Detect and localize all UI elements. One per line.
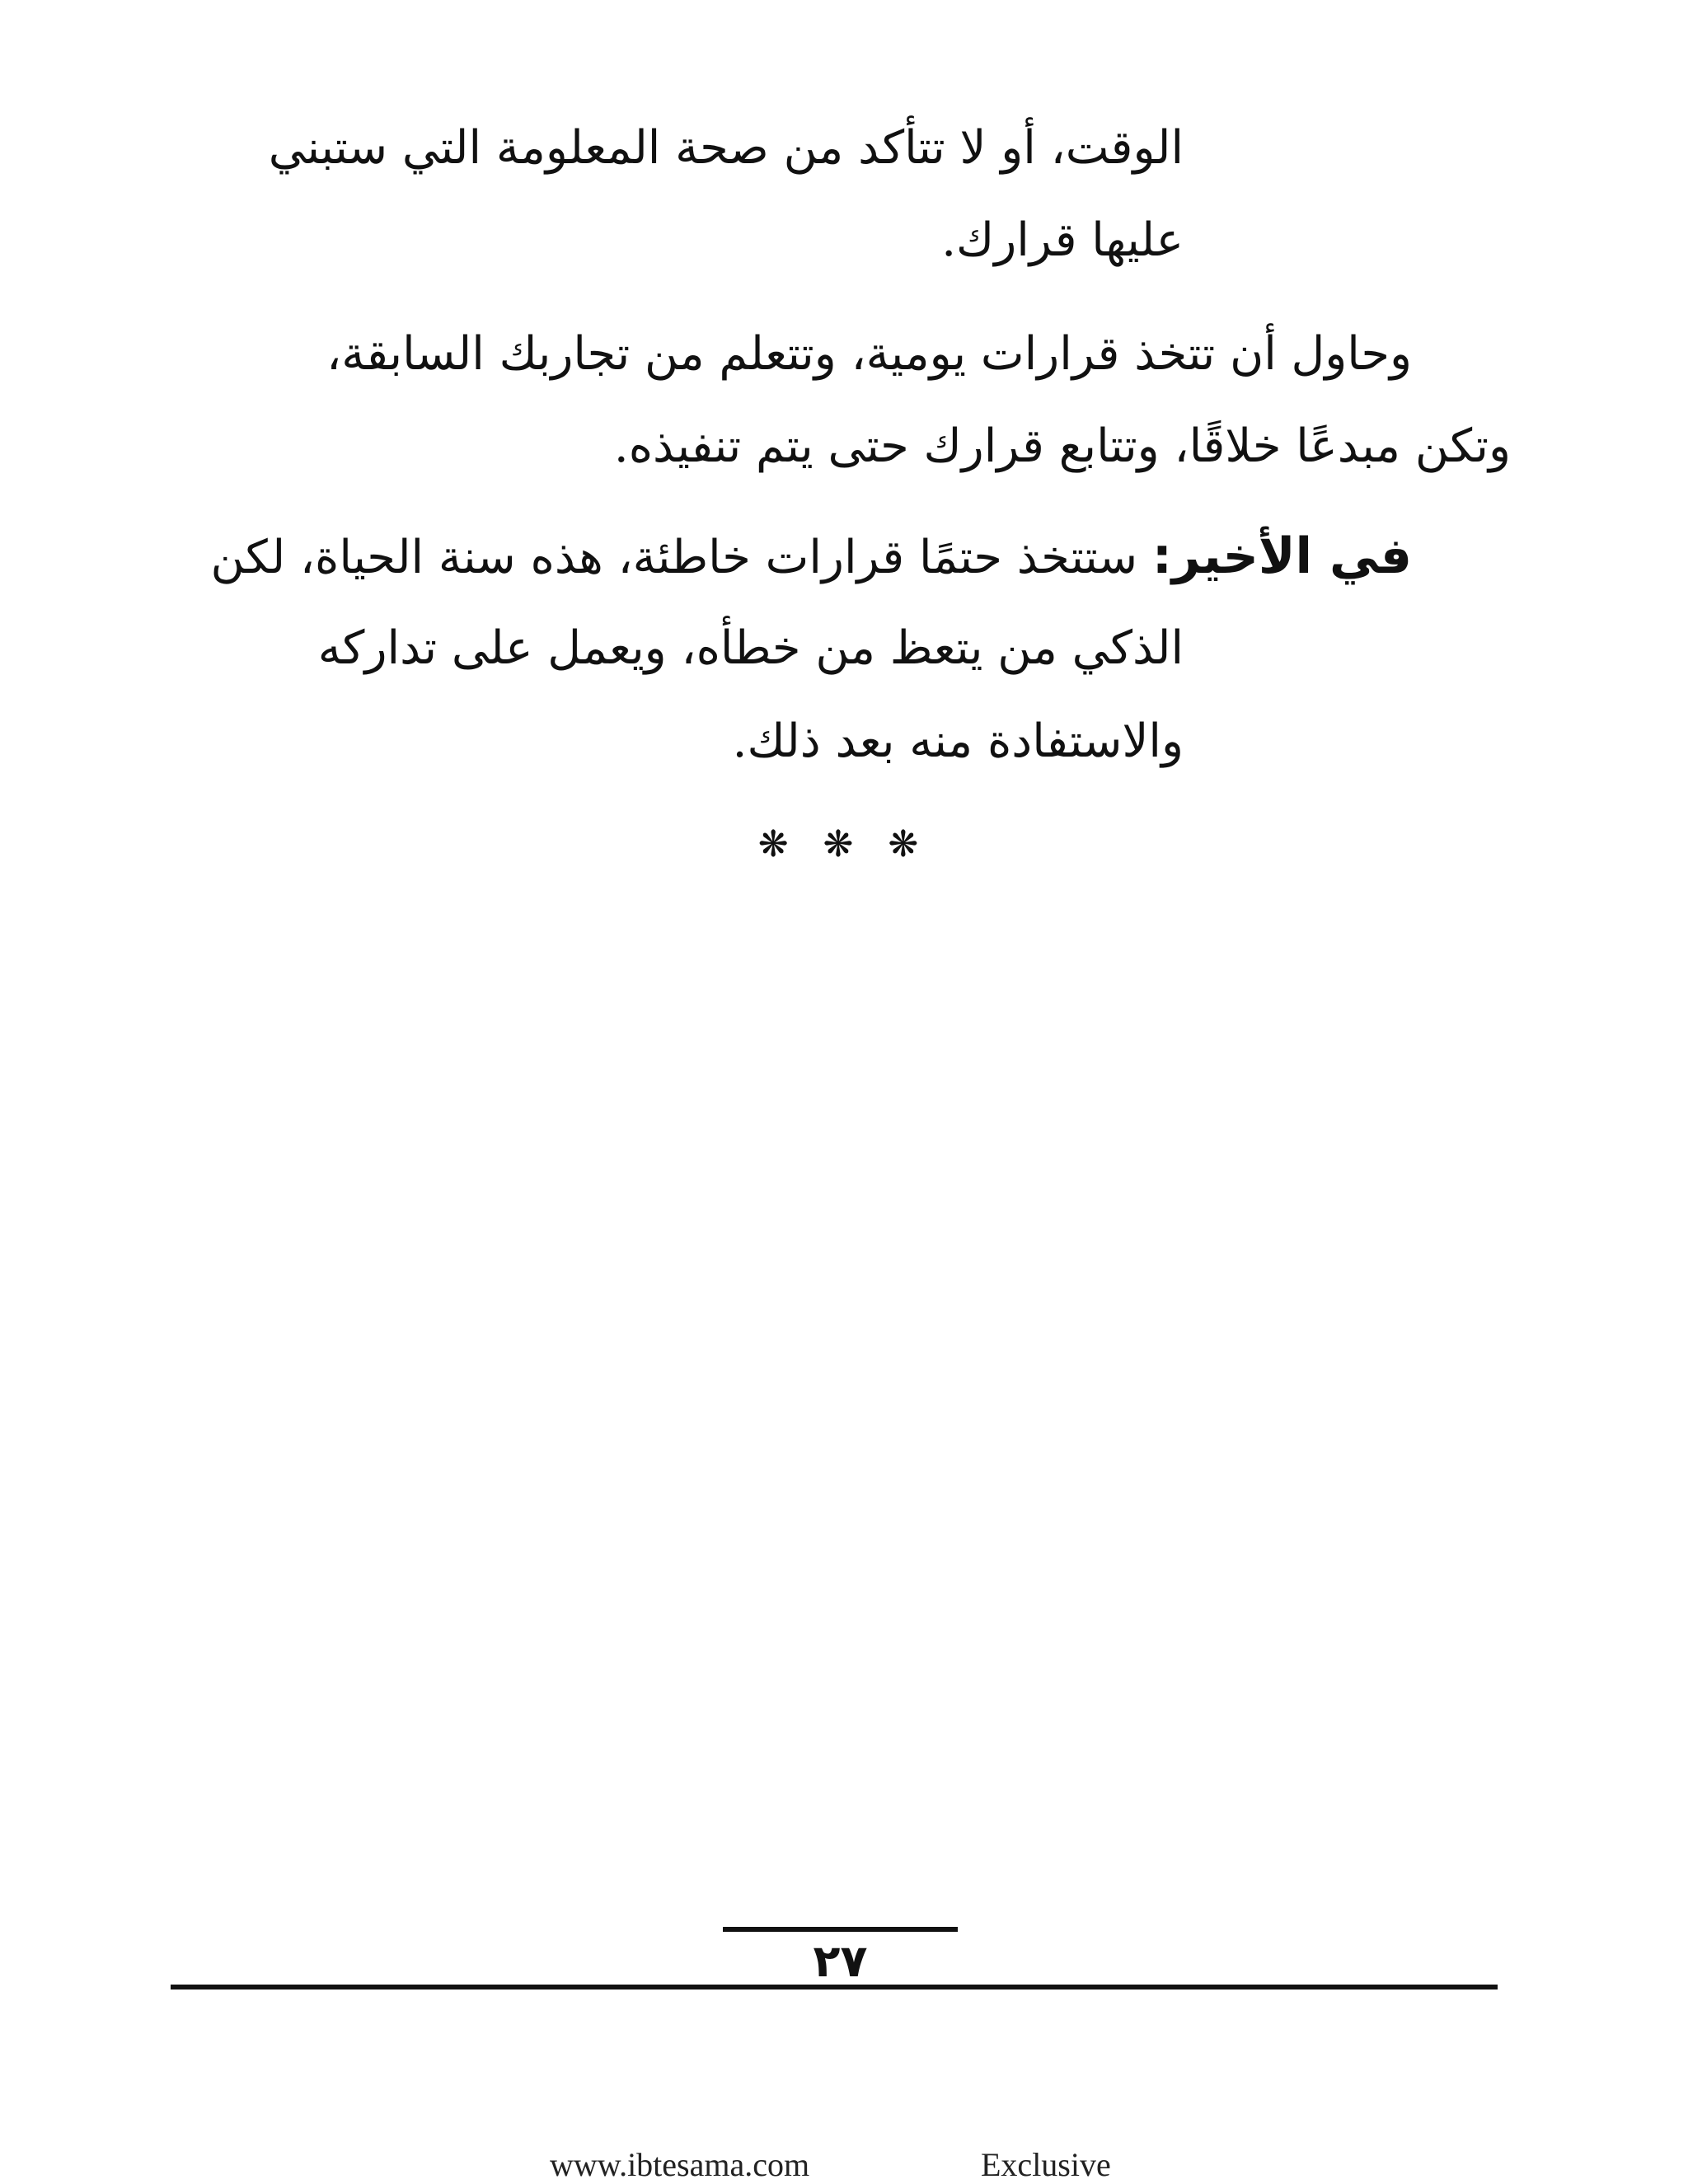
footer-website: www.ibtesama.com bbox=[550, 2146, 810, 2183]
paragraph-3-line-1 bbox=[211, 519, 1412, 593]
paragraph-3-lead-word: في الأخير: bbox=[1151, 527, 1412, 585]
paragraph-3-line-2: الذكي من يتعظ من خطأه، ويعمل على تداركه bbox=[317, 621, 1184, 675]
paragraph-1-line-2: عليها قرارك. bbox=[941, 213, 1184, 267]
paragraph-3-line-3: والاستفادة منه بعد ذلك. bbox=[732, 715, 1184, 768]
section-end-ornament: ❋ ❋ ❋ bbox=[757, 823, 931, 865]
page-number: ٢٧ bbox=[813, 1935, 868, 1987]
paragraph-2-line-1: وحاول أن تتخذ قرارات يومية، وتتعلم من تجاربك السابقة، bbox=[326, 327, 1412, 381]
page-number-rule bbox=[723, 1927, 958, 1932]
footer-tag: Exclusive bbox=[981, 2146, 1111, 2183]
paragraph-1-line-1: الوقت، أو لا تتأكد من صحة المعلومة التي ستبني bbox=[268, 121, 1184, 175]
paragraph-3-line-1-text: ستتخذ حتمًا قرارات خاطئة، هذه سنة الحياة، لكن bbox=[210, 531, 1137, 584]
footer-rule bbox=[171, 1985, 1498, 1990]
paragraph-2-line-2: وتكن مبدعًا خلاقًا، وتتابع قرارك حتى يتم تنفيذه. bbox=[613, 419, 1511, 473]
